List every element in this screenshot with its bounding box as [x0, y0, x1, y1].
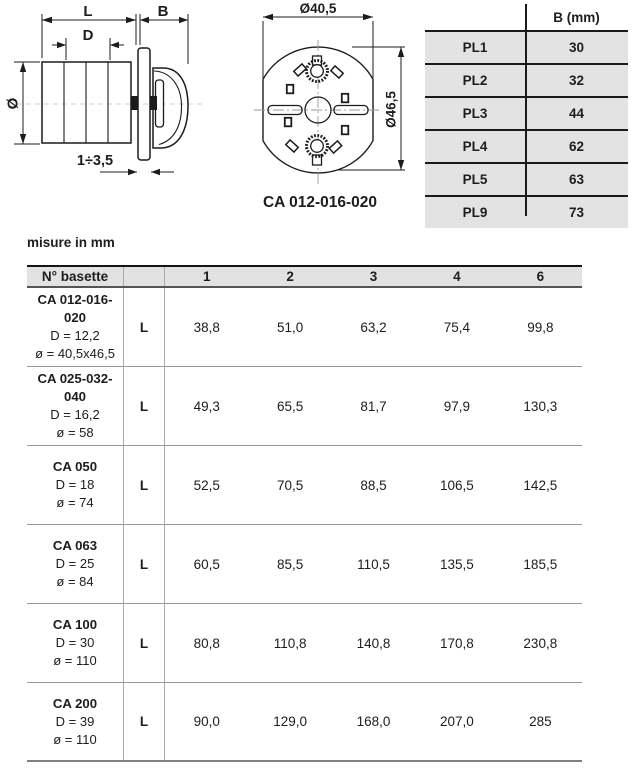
l-cell: L — [124, 367, 165, 445]
model-d: D = 39 — [55, 713, 95, 729]
table-row: CA 100 D = 30 ø = 110 L 80,8 110,8 140,8 170,8 230,8 — [27, 604, 582, 683]
table-row: CA 012-016-020 D = 12,2 ø = 40,5x46,5 L 38,8 51,0 63,2 75,4 99,8 — [27, 288, 582, 367]
model-name: CA 200 — [52, 695, 98, 711]
model-name: CA 100 — [52, 617, 98, 632]
dim-label-front-height: Ø46,5 — [383, 91, 399, 128]
dim-label-diameter: Ø — [4, 97, 22, 110]
dim-label-d: D — [82, 27, 94, 44]
dim-label-thickness: 1÷3,5 — [76, 153, 114, 169]
main-table-header: N° basette 1 2 3 4 6 — [27, 265, 582, 288]
model-dia: ø = 58 — [56, 425, 94, 440]
l-cell: L — [124, 683, 165, 760]
dim-label-l: L — [83, 3, 93, 20]
table-row: CA 063 D = 25 ø = 84 L 60,5 85,5 110,5 135,5 185,5 — [27, 525, 582, 604]
dim-label-b: B — [157, 3, 169, 20]
model-d: D = 30 — [55, 635, 95, 650]
l-cell: L — [124, 604, 165, 682]
table-row: CA 050 D = 18 ø = 74 L 52,5 70,5 88,5 106,5 142,5 — [27, 446, 582, 525]
model-d: D = 18 — [55, 477, 95, 492]
model-name: CA 012-016-020 — [37, 292, 113, 325]
table-row: CA 200 D = 39 ø = 110 L 90,0 129,0 168,0 207,0 285 — [27, 683, 582, 762]
front-view-technical-drawing — [230, 0, 430, 220]
pl-dimension-table — [425, 4, 628, 228]
model-name: CA 063 — [52, 538, 98, 553]
model-dia: ø = 110 — [53, 731, 97, 747]
pl-table-header — [425, 4, 628, 30]
model-name: CA 025-032-040 — [37, 371, 113, 404]
table-row: CA 025-032-040 D = 16,2 ø = 58 L 49,3 65,5 81,7 97,9 130,3 — [27, 367, 582, 446]
model-dia: ø = 74 — [56, 495, 94, 510]
model-d: D = 16,2 — [50, 407, 100, 422]
l-cell: L — [124, 525, 165, 603]
l-cell: L — [124, 288, 165, 366]
pl-table-divider — [525, 4, 527, 216]
pl-row: PL2 32 — [425, 63, 628, 96]
model-d: D = 12,2 — [50, 328, 100, 343]
side-view-technical-drawing — [0, 0, 230, 220]
pl-row: PL5 63 — [425, 162, 628, 195]
model-dia: ø = 110 — [53, 653, 97, 668]
model-dia: ø = 40,5x46,5 — [35, 346, 115, 361]
model-d: D = 25 — [55, 556, 95, 571]
model-dia: ø = 84 — [56, 574, 94, 589]
l-cell: L — [124, 446, 165, 524]
dim-label-front-width: Ø40,5 — [299, 1, 337, 16]
units-note: misure in mm — [27, 235, 115, 250]
header-l-col — [124, 267, 165, 286]
front-view-caption: CA 012-016-020 — [262, 194, 378, 211]
pl-row: PL4 62 — [425, 129, 628, 162]
pl-row: PL3 44 — [425, 96, 628, 129]
pl-row: PL9 73 — [425, 195, 628, 228]
model-name: CA 050 — [52, 459, 98, 474]
pl-row: PL1 30 — [425, 30, 628, 63]
main-dimensions-table — [27, 265, 582, 762]
pl-header-b-mm: B (mm) — [553, 9, 600, 25]
header-n-basette: N° basette — [27, 267, 124, 286]
